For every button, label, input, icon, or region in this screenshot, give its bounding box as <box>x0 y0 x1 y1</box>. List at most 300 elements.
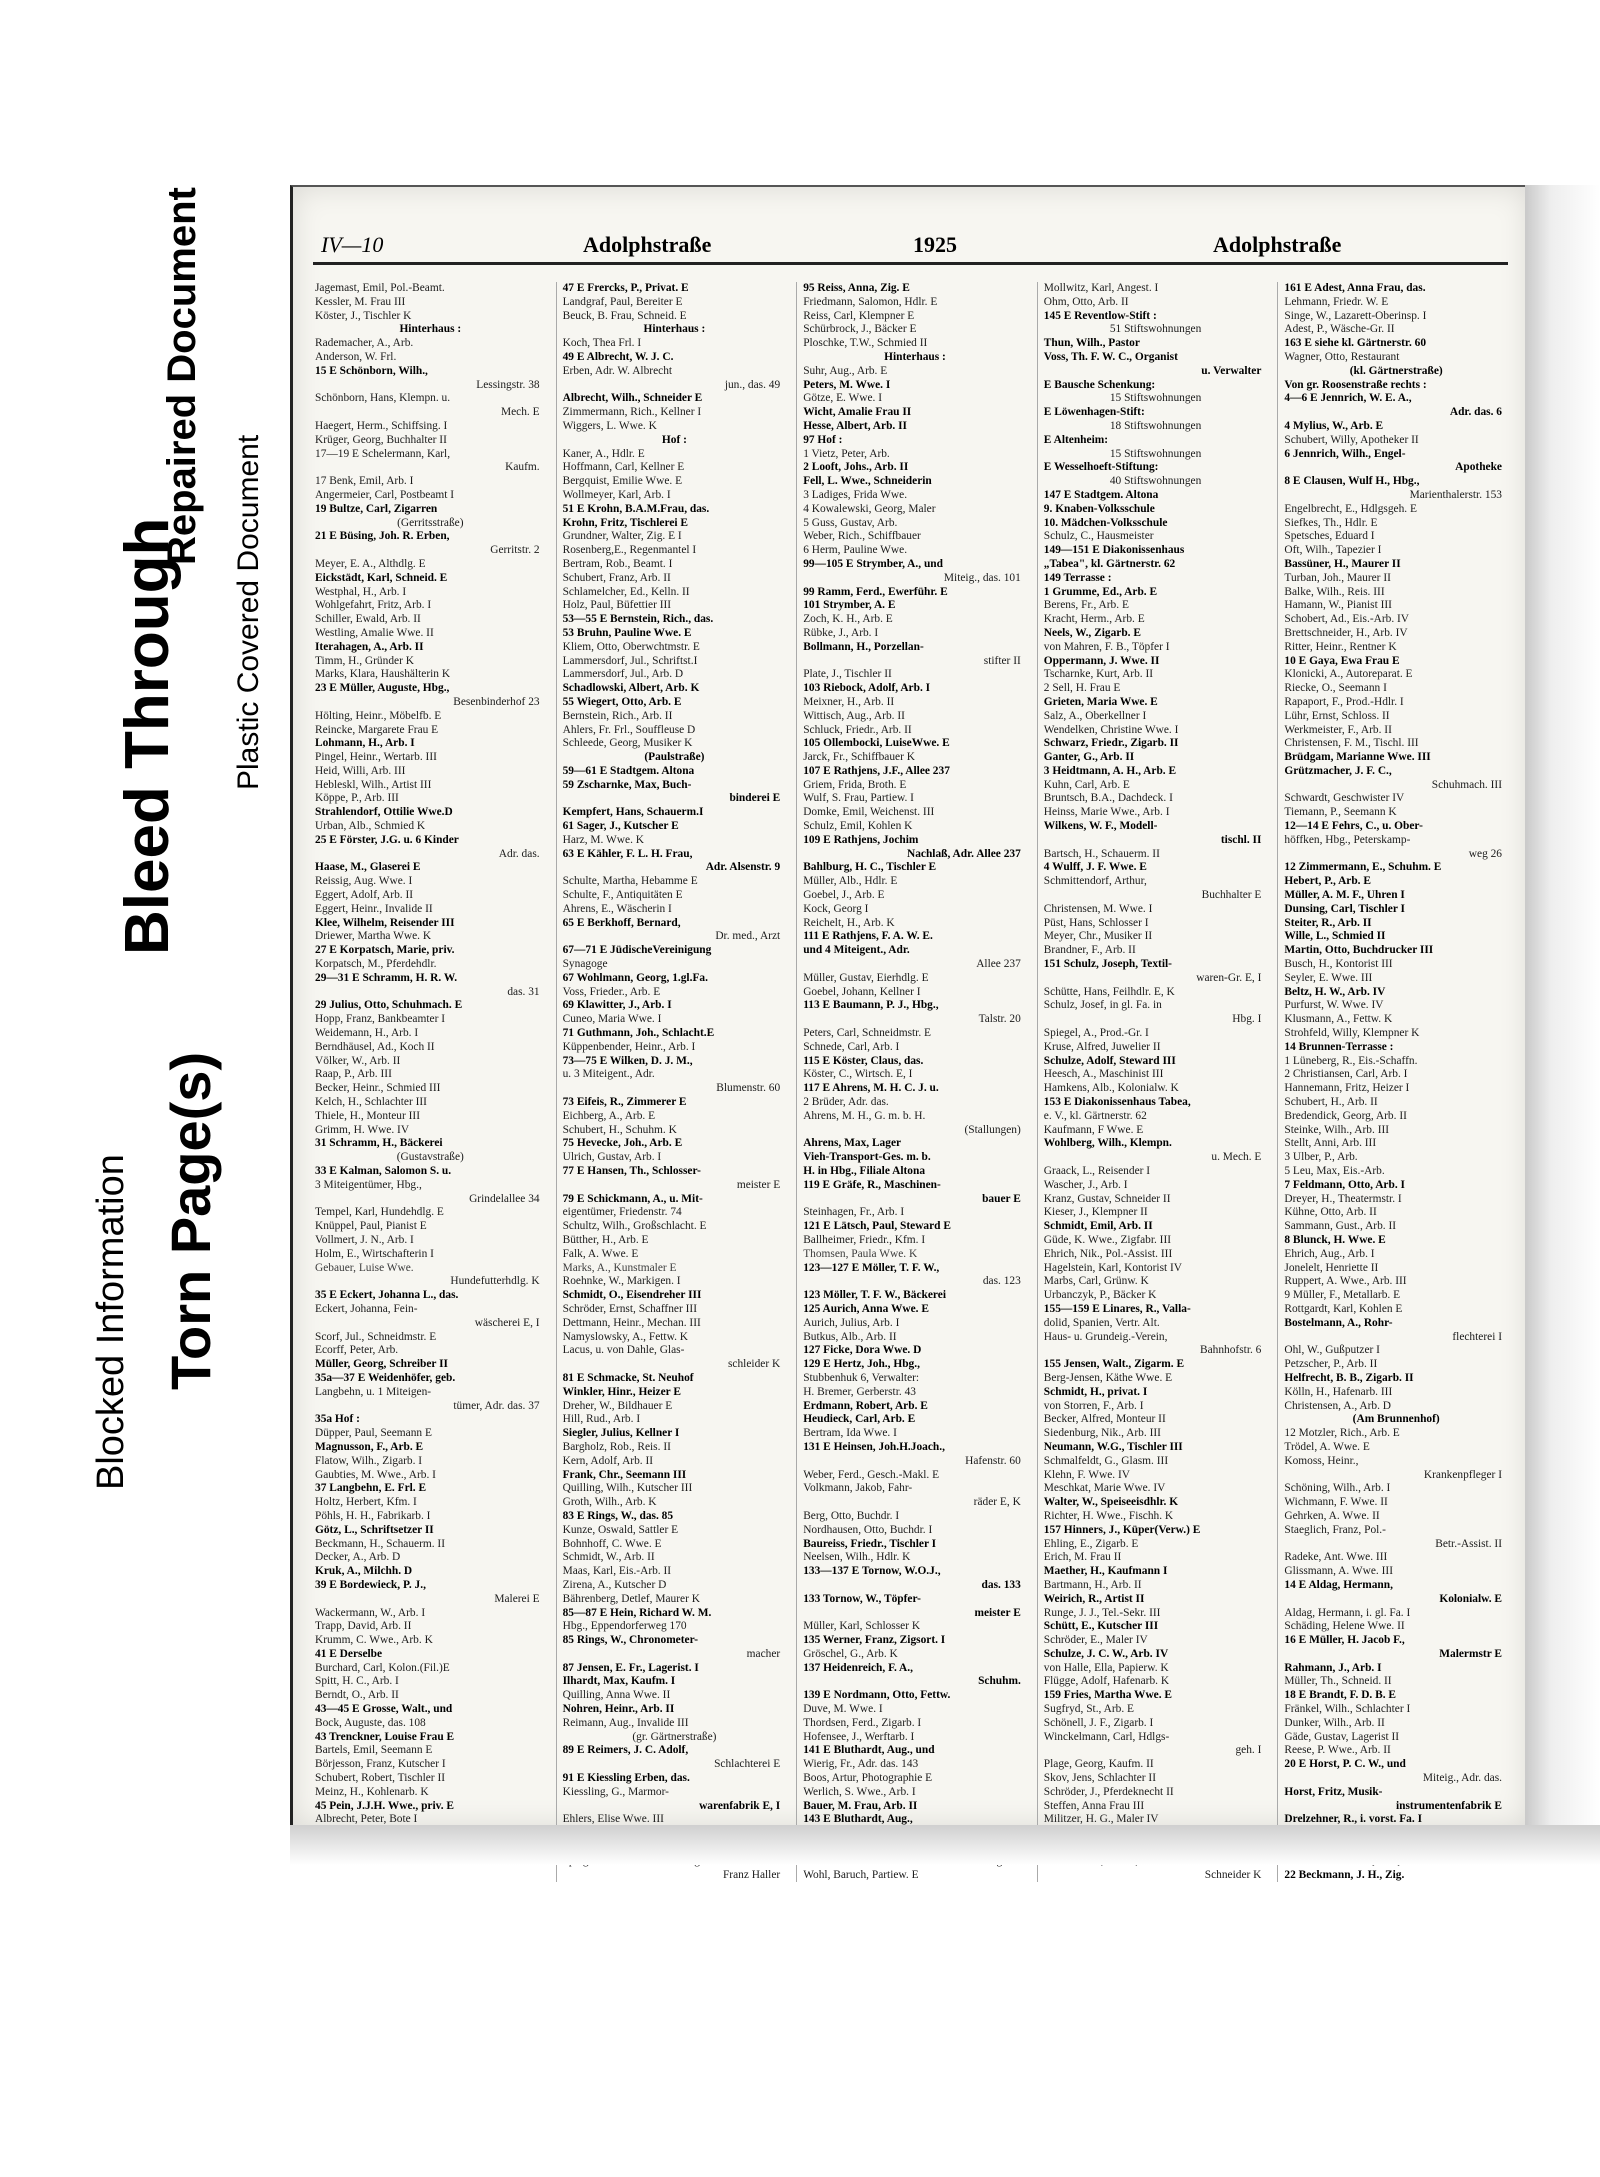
directory-entry: Köster, J., Tischler K <box>315 309 412 322</box>
directory-entry: Wiggers, L. Wwe. K <box>562 419 657 432</box>
directory-entry: Kunze, Oswald, Sattler E <box>562 1523 679 1536</box>
directory-entry: Schubert, H., Arb. II <box>1284 1096 1378 1109</box>
directory-entry: Iterahagen, A., Arb. II <box>315 640 424 653</box>
directory-entry: von Mahren, F. B., Töpfer I <box>1043 640 1170 653</box>
directory-entry: Riecke, O., Seemann I <box>1284 682 1387 695</box>
directory-entry: H. in Hbg., Filiale Altona <box>803 1165 926 1177</box>
directory-entry: 2 Brüder, Adr. das. <box>803 1096 889 1109</box>
directory-entry: 43 Trenckner, Louise Frau E <box>315 1730 455 1743</box>
directory-entry: warenfabrik E, I <box>699 1799 781 1812</box>
directory-entry: 6 Herm, Pauline Wwe. <box>803 544 908 557</box>
directory-entry: Rademacher, A., Arb. <box>315 337 414 350</box>
directory-entry: Raap, P., Arb. III <box>315 1068 392 1081</box>
directory-entry: Komoss, Heinr., <box>1284 1454 1359 1467</box>
directory-entry: Ehrich, Nik., Pol.-Assist. III <box>1043 1247 1173 1260</box>
directory-entry: Kölln, H., Hafenarb. III <box>1284 1385 1393 1398</box>
directory-entry: 127 Ficke, Dora Wwe. D <box>803 1344 922 1357</box>
directory-entry: Driewer, Martha Wwe. K <box>315 930 432 943</box>
directory-entry: Hölting, Heinr., Möbelfb. E <box>315 709 442 722</box>
directory-entry: Magnusson, F., Arb. E <box>315 1440 424 1453</box>
directory-entry: 53—55 E Bernstein, Rich., das. <box>562 613 714 626</box>
directory-entry: Jagemast, Emil, Pol.-Beamt. <box>315 282 445 294</box>
directory-entry: 18 Stiftswohnungen <box>1109 419 1202 432</box>
directory-entry: Lühr, Ernst, Schloss. II <box>1284 709 1390 722</box>
directory-entry: Lammersdorf, Jul., Schriftst.I <box>562 654 698 667</box>
directory-entry: Dreher, W., Bildhauer E <box>562 1399 673 1412</box>
directory-entry: Richter, H. Wwe., Fischh. K <box>1043 1509 1174 1522</box>
directory-entry: 47 E Frercks, P., Privat. E <box>562 282 689 294</box>
directory-entry: 153 E Diakonissenhaus Tabea, <box>1043 1096 1191 1109</box>
directory-entry: Bargholz, Rob., Reis. II <box>562 1440 671 1453</box>
directory-entry: (Gerritsstraße) <box>397 516 464 529</box>
directory-entry: Talstr. 20 <box>978 1013 1021 1026</box>
directory-entry: 16 E Müller, H. Jacob F., <box>1284 1634 1405 1647</box>
directory-entry: Schmidt, H., privat. I <box>1043 1385 1148 1398</box>
directory-entry: Küppenbender, Heinr., Arb. I <box>562 1040 696 1053</box>
directory-entry: Drelzehner, R., i. vorst. Fa. I <box>1284 1813 1423 1826</box>
directory-entry: Vieh-Transport-Ges. m. b. <box>803 1151 931 1164</box>
directory-entry: Maas, Karl, Eis.-Arb. II <box>562 1565 672 1578</box>
directory-entry: Betr.-Assist. II <box>1435 1537 1502 1550</box>
directory-entry: Duve, M. Wwe. I <box>803 1703 883 1716</box>
directory-entry: Turban, Joh., Maurer II <box>1284 571 1391 584</box>
directory-entry: das. 123 <box>982 1275 1021 1288</box>
directory-entry: Brandner, F., Arb. II <box>1043 944 1136 957</box>
directory-entry: Ahlers, Fr. Frl., Souffleuse D <box>562 723 696 736</box>
directory-entry: 99—105 E Strymber, A., und <box>803 557 943 570</box>
directory-entry: Dreyer, H., Theatermstr. I <box>1284 1192 1402 1205</box>
directory-entry: Holtz, Herbert, Kfm. I <box>315 1496 417 1509</box>
directory-column-1 <box>315 282 546 1882</box>
directory-entry: Vollmert, J. N., Arb. I <box>315 1233 414 1246</box>
directory-entry: Kaufm. <box>505 461 540 474</box>
directory-entry: Balke, Wilh., Reis. III <box>1284 585 1385 598</box>
directory-entry: 133 Tornow, W., Töpfer- <box>803 1592 921 1605</box>
directory-entry: 159 Fries, Martha Wwe. E <box>1043 1689 1173 1702</box>
directory-entry: Becker, Heinr., Schmied III <box>315 1082 441 1095</box>
directory-entry: 119 E Gräfe, R., Maschinen- <box>803 1178 941 1191</box>
directory-entry: Ecorff, Peter, Arb. <box>315 1344 399 1357</box>
directory-entry: 149 Terrasse : <box>1043 571 1112 584</box>
directory-entry: Köster, C., Wirtsch. E, I <box>803 1068 913 1081</box>
directory-entry: Schlamelcher, Ed., Kelln. II <box>562 585 690 598</box>
directory-entry: 91 E Kiessling Erben, das. <box>562 1772 690 1785</box>
directory-entry: Hesse, Albert, Arb. II <box>803 419 907 432</box>
directory-entry: Seyler, E. Wwe. III <box>1284 971 1373 984</box>
directory-entry: 40 Stiftswohnungen <box>1109 475 1202 488</box>
directory-entry: stifter II <box>983 654 1021 667</box>
directory-entry: E Bausche Schenkung: <box>1043 378 1156 391</box>
directory-entry: Kolonialw. E <box>1439 1592 1502 1605</box>
directory-entry: 15 Stiftswohnungen <box>1109 392 1202 405</box>
facing-page-edge <box>1525 185 1600 1825</box>
directory-entry: 10 E Gaya, Ewa Frau E <box>1284 654 1400 667</box>
directory-entry: Friedmann, Salomon, Hdlr. E <box>803 295 938 308</box>
directory-entry: dolid, Spanien, Vertr. Alt. <box>1043 1316 1160 1329</box>
directory-entry: Albrecht, Wilh., Schneider E <box>562 392 703 405</box>
directory-entry: Gebauer, Luise Wwe. <box>315 1261 414 1274</box>
directory-entry: Schuhm. <box>978 1675 1021 1688</box>
directory-entry: Kiessling, G., Marmor- <box>562 1785 669 1798</box>
directory-entry: Timm, H., Gründer K <box>315 654 414 667</box>
directory-entry: Spiegel, A., Prod.-Gr. I <box>1043 1027 1149 1040</box>
directory-entry: Singe, W., Lazarett-Oberinsp. I <box>1284 309 1427 322</box>
directory-entry: Engelbrecht, E., Hdlgsgeh. E <box>1284 502 1417 515</box>
directory-entry: Wilkens, W. F., Modell- <box>1043 820 1158 833</box>
directory-entry: 17 Benk, Emil, Arb. I <box>315 475 414 488</box>
directory-entry: Grundner, Walter, Zig. E I <box>562 530 682 543</box>
directory-entry: Schluck, Friedr., Arb. II <box>803 723 912 736</box>
directory-entry: Weirich, R., Artist II <box>1043 1592 1145 1605</box>
directory-entry: Steinke, Wilh., Arb. III <box>1284 1123 1390 1136</box>
directory-entry: 135 Werner, Franz, Zigsort. I <box>803 1634 946 1647</box>
directory-entry: Koch, Thea Frl. I <box>562 337 642 350</box>
directory-entry: 87 Jensen, E. Fr., Lagerist. I <box>562 1661 699 1674</box>
directory-entry: Korpatsch, M., Pferdehdlr. <box>315 958 437 971</box>
directory-entry: (Am Brunnenhof) <box>1352 1413 1440 1426</box>
directory-entry: Quilling, Anna Wwe. II <box>562 1689 671 1702</box>
directory-entry: Schleede, Georg, Musiker K <box>562 737 693 750</box>
directory-entry: Sammann, Gust., Arb. II <box>1284 1220 1397 1233</box>
directory-entry: Hannemann, Fritz, Heizer I <box>1284 1082 1410 1095</box>
directory-entry: Schröder, E., Maler IV <box>1043 1634 1148 1647</box>
directory-entry: Salz, A., Oberkellner I <box>1043 709 1147 722</box>
page-header <box>313 232 1508 265</box>
directory-entry: 1 Grumme, Ed., Arb. E <box>1043 585 1158 598</box>
directory-entry: Rahmann, J., Arb. I <box>1284 1661 1382 1674</box>
directory-entry: Gaubties, M. Wwe., Arb. I <box>315 1468 436 1481</box>
directory-entry: 9 Müller, F., Metallarb. E <box>1284 1289 1401 1302</box>
directory-entry: E Wesselhoeft-Stiftung: <box>1043 461 1159 474</box>
directory-entry: Dunker, Wilh., Arb. II <box>1284 1716 1385 1729</box>
directory-entry: Heinss, Marie Wwe., Arb. I <box>1043 806 1170 819</box>
directory-entry: waren-Gr. E, I <box>1196 971 1262 984</box>
directory-entry: 27 E Korpatsch, Marie, priv. <box>315 944 455 957</box>
directory-entry: Hafenstr. 60 <box>965 1454 1021 1467</box>
directory-entry: e. V., kl. Gärtnerstr. 62 <box>1043 1109 1147 1122</box>
directory-entry: 65 E Berkhoff, Bernard, <box>562 916 681 929</box>
directory-entry: Namyslowsky, A., Fettw. K <box>562 1330 688 1343</box>
directory-entry: Synagoge <box>562 958 608 971</box>
directory-entry: Hopp, Franz, Bankbeamter I <box>315 1013 446 1026</box>
directory-entry: 6 Jennrich, Wilh., Engel- <box>1284 447 1406 460</box>
directory-entry: Heesch, A., Maschinist III <box>1043 1068 1164 1081</box>
directory-entry: 12 Motzler, Rich., Arb. E <box>1284 1427 1400 1440</box>
directory-entry: Schiller, Ewald, Arb. II <box>315 613 421 626</box>
directory-entry: Tiemann, P., Seemann K <box>1284 806 1397 819</box>
directory-entry: Bartmann, H., Arb. II <box>1043 1578 1142 1591</box>
directory-entry: Radeke, Ant. Wwe. III <box>1284 1551 1388 1564</box>
directory-entry: Meyer, Chr., Musiker II <box>1043 930 1153 943</box>
directory-entry: 59—61 E Stadtgem. Altona <box>562 764 695 777</box>
directory-entry: Hagelstein, Karl, Kontorist IV <box>1043 1261 1183 1274</box>
directory-entry: 35a Hof : <box>315 1413 360 1426</box>
directory-entry: Stubbenhuk 6, Verwalter: <box>803 1371 920 1384</box>
directory-entry: weg 26 <box>1468 847 1502 860</box>
directory-entry: Beltz, H. W., Arb. IV <box>1284 985 1386 998</box>
directory-entry: Börjesson, Franz, Kutscher I <box>315 1758 446 1771</box>
directory-entry: Thordsen, Ferd., Zigarb. I <box>803 1716 922 1729</box>
directory-entry: Rübke, J., Arb. I <box>803 626 879 639</box>
directory-entry: Steffen, Anna Frau III <box>1043 1799 1145 1812</box>
directory-entry: Adest, P., Wäsche-Gr. II <box>1284 323 1395 336</box>
directory-entry: Hbg., Eppendorferweg 170 <box>562 1620 687 1633</box>
directory-entry: Wittisch, Aug., Arb. II <box>803 709 905 722</box>
plastic-covered-note: Plastic Covered Document <box>232 434 265 790</box>
directory-entry: Thomsen, Paula Wwe. K <box>803 1247 918 1260</box>
directory-entry: das. 133 <box>981 1578 1021 1591</box>
directory-entry: Busch, H., Kontorist III <box>1284 958 1393 971</box>
directory-entry: 18 E Brandt, F. D. B. E <box>1284 1689 1396 1702</box>
directory-entry: 61 Sager, J., Kutscher E <box>562 820 679 833</box>
directory-entry: Aurich, Julius, Arb. I <box>803 1316 900 1329</box>
directory-entry: Kock, Georg I <box>803 902 869 915</box>
directory-entry: Ritter, Heinr., Rentner K <box>1284 640 1397 653</box>
directory-entry: 99 Ramm, Ferd., Ewerführ. E <box>803 585 948 598</box>
directory-entry: Schulte, F., Antiquitäten E <box>562 889 683 902</box>
directory-entry: geh. I <box>1235 1744 1262 1757</box>
directory-entry: u. Verwalter <box>1201 364 1262 377</box>
directory-entry: 29—31 E Schramm, H. R. W. <box>315 971 458 984</box>
directory-entry: Nordhausen, Otto, Buchdr. I <box>803 1523 933 1536</box>
directory-entry: 95 Reiss, Anna, Zig. E <box>803 282 910 294</box>
directory-entry: (kl. Gärtnerstraße) <box>1349 364 1443 377</box>
directory-entry: Lacus, u. von Dahle, Glas- <box>562 1344 685 1357</box>
directory-entry: Marienthalerstr. 153 <box>1409 488 1502 501</box>
directory-entry: Ballheimer, Friedr., Kfm. I <box>803 1233 926 1246</box>
directory-entry: Schuhmach. III <box>1431 778 1502 791</box>
directory-entry: H. Bremer, Gerberstr. 43 <box>803 1385 916 1398</box>
directory-entry: 149—151 E Diakonissenhaus <box>1043 544 1185 557</box>
directory-entry: Bassüner, H., Maurer II <box>1284 557 1401 570</box>
directory-entry: Hinterhaus : <box>399 323 462 336</box>
directory-entry: 12 Zimmermann, E., Schuhm. E <box>1284 861 1442 874</box>
directory-entry: u. 3 Miteigent., Adr. <box>562 1068 655 1081</box>
directory-entry: eigentümer, Friedenstr. 74 <box>562 1206 682 1219</box>
directory-entry: 25 E Förster, J.G. u. 6 Kinder <box>315 833 459 846</box>
directory-entry: u. Mech. E <box>1211 1151 1262 1164</box>
directory-entry: (Gustavstraße) <box>396 1151 464 1164</box>
directory-entry: Butkus, Alb., Arb. II <box>803 1330 897 1343</box>
directory-entry: Mech. E <box>501 406 540 419</box>
directory-entry: Kieser, J., Klempner II <box>1043 1206 1148 1219</box>
directory-entry: Schobert, Ad., Eis.-Arb. IV <box>1284 613 1410 626</box>
directory-entry: 139 E Nordmann, Otto, Fettw. <box>803 1689 951 1702</box>
directory-entry: Weber, Ferd., Gesch.-Makl. E <box>803 1468 940 1481</box>
directory-entry: Krüger, Georg, Buchhalter II <box>315 433 447 446</box>
directory-entry: 4 Wulff, J. F. Wwe. E <box>1043 861 1147 874</box>
directory-entry: 15 E Schönborn, Wilh., <box>315 364 428 377</box>
directory-entry: Götze, E. Wwe. I <box>803 392 883 405</box>
directory-entry: Urbanczyk, P., Bäcker K <box>1043 1289 1157 1302</box>
directory-entry: Hill, Rud., Arb. I <box>562 1413 641 1426</box>
directory-entry: 67—71 E JüdischeVereinigung <box>562 944 712 957</box>
directory-entry: Neels, W., Zigarb. E <box>1043 626 1141 639</box>
directory-entry: 73 Eifeis, R., Zimmerer E <box>562 1096 687 1109</box>
directory-entry: 101 Strymber, A. E <box>803 599 896 612</box>
directory-entry: Schulz, Josef, in gl. Fa. in <box>1043 999 1162 1012</box>
directory-entry: Christensen, A., Arb. D <box>1284 1399 1392 1412</box>
directory-entry: Christensen, M. Wwe. I <box>1043 902 1153 915</box>
directory-entry: Wackermann, W., Arb. I <box>315 1606 426 1619</box>
directory-entry: Glissmann, A. Wwe. III <box>1284 1565 1394 1578</box>
directory-entry: 63 E Kähler, F. L. H. Frau, <box>562 847 693 860</box>
directory-entry: Falk, A. Wwe. E <box>562 1247 639 1260</box>
directory-entry: Schulze, J. C. W., Arb. IV <box>1043 1647 1169 1660</box>
directory-entry: Ahrens, E., Wäscherin I <box>562 902 672 915</box>
directory-entry: Schubert, Willy, Apotheker II <box>1284 433 1419 446</box>
directory-entry: Schütt, E., Kutscher III <box>1043 1620 1159 1633</box>
directory-entry: Flatow, Wilh., Zigarb. I <box>315 1454 423 1467</box>
directory-entry: (Stallungen) <box>964 1123 1021 1136</box>
directory-entry: Ehling, E., Zigarb. E <box>1043 1537 1139 1550</box>
directory-entry: Miteig., Adr. das. <box>1422 1772 1502 1785</box>
directory-entry: Kempfert, Hans, Schauerm.I <box>562 806 704 819</box>
directory-entry: Heid, Willi, Arb. III <box>315 764 406 777</box>
directory-entry: Bergquist, Emilie Wwe. E <box>562 475 683 488</box>
directory-entry: Adr. das. <box>498 847 540 860</box>
directory-entry: Krohn, Fritz, Tischlerei E <box>562 516 688 529</box>
directory-entry: Burchard, Carl, Kolon.(Fil.)E <box>315 1661 450 1674</box>
directory-entry: Schröder, Ernst, Schaffner III <box>562 1302 697 1315</box>
directory-entry: Christensen, F. M., Tischl. III <box>1284 737 1419 750</box>
directory-entry: Hundefutterhdlg. K <box>450 1275 540 1288</box>
directory-entry: 12—14 E Fehrs, C., u. Ober- <box>1284 820 1423 833</box>
directory-entry: Hebert, P., Arb. E <box>1284 875 1371 888</box>
directory-entry: Wohl, Baruch, Partiew. E <box>803 1868 919 1881</box>
directory-entry: Hinterhaus : <box>643 323 706 336</box>
directory-entry: Götz, L., Schriftsetzer II <box>315 1523 434 1536</box>
directory-entry: Landgraf, Paul, Bereiter E <box>562 295 683 308</box>
directory-entry: Adr. das. 6 <box>1449 406 1502 419</box>
directory-entry: Blumenstr. 60 <box>716 1082 781 1095</box>
directory-entry: 85—87 E Hein, Richard W. M. <box>562 1606 712 1619</box>
directory-column-3 <box>796 282 1027 1882</box>
directory-entry: Grieten, Maria Wwe. E <box>1043 695 1158 708</box>
directory-entry: Horst, Fritz, Musik- <box>1284 1785 1383 1798</box>
directory-entry: Holz, Paul, Büfettier III <box>562 599 672 612</box>
directory-entry: Schwarz, Friedr., Zigarb. II <box>1043 737 1179 750</box>
directory-entry: 79 E Schickmann, A., u. Mit- <box>562 1192 703 1205</box>
directory-entry: Reiss, Carl, Klempner E <box>803 309 915 322</box>
directory-entry: Helfrecht, B. B., Zigarb. II <box>1284 1371 1414 1384</box>
directory-entry: Erdmann, Robert, Arb. E <box>803 1399 928 1412</box>
directory-entry: instrumentenfabrik E <box>1395 1799 1502 1812</box>
directory-entry: Kracht, Herm., Arb. E <box>1043 613 1145 626</box>
directory-entry: Albrecht, Peter, Bote I <box>315 1813 418 1826</box>
directory-entry: Haegert, Herm., Schiffsing. I <box>315 419 448 432</box>
directory-entry: 5 Leu, Max, Eis.-Arb. <box>1284 1165 1385 1177</box>
directory-entry: 4—6 E Jennrich, W. E. A., <box>1284 392 1412 405</box>
directory-entry: Kruk, A., Milchh. D <box>315 1565 413 1578</box>
directory-entry: Cuneo, Maria Wwe. I <box>562 1013 662 1026</box>
directory-entry: höffken, Hbg., Peterskamp- <box>1284 833 1411 846</box>
directory-entry: Weidemann, H., Arb. I <box>315 1027 419 1040</box>
directory-entry: Quilling, Wilh., Kutscher III <box>562 1482 693 1495</box>
directory-entry: Angermeier, Carl, Postbeamt I <box>315 488 455 501</box>
directory-entry: 14 E Aldag, Hermann, <box>1284 1578 1393 1591</box>
directory-entry: Kliem, Otto, Oberwchtmstr. E <box>562 640 700 653</box>
directory-entry: Krankenpfleger I <box>1423 1468 1502 1481</box>
directory-entry: Reichelt, H., Arb. K <box>803 916 895 929</box>
directory-entry: Schönborn, Hans, Klempn. u. <box>315 392 451 405</box>
repaired-document-note: Repaired Document <box>160 187 204 565</box>
directory-entry: Ilhardt, Max, Kaufm. I <box>562 1675 676 1688</box>
directory-entry: Bohnhoff, C. Wwe. E <box>562 1537 662 1550</box>
directory-entry: tümer, Adr. das. 37 <box>453 1399 540 1412</box>
directory-entry: Klee, Wilhelm, Reisender III <box>315 916 455 929</box>
directory-entry: Scorf, Jul., Schneidmstr. E <box>315 1330 437 1343</box>
directory-entry: jun., das. 49 <box>724 378 781 391</box>
directory-entry: 3 Heidtmann, A. H., Arb. E <box>1043 764 1177 777</box>
directory-entry: Pöhls, H. H., Fabrikarb. I <box>315 1509 431 1522</box>
directory-column-4 <box>1037 282 1268 1882</box>
directory-entry: Domke, Emil, Weichenst. III <box>803 806 935 819</box>
directory-entry: Runge, J. J., Tel.-Sekr. III <box>1043 1606 1161 1619</box>
directory-entry: Marks, Klara, Haushälterin K <box>315 668 451 681</box>
directory-entry: Boos, Artur, Photographie E <box>803 1772 933 1785</box>
directory-entry: 97 Hof : <box>803 433 843 446</box>
directory-entry: Brettschneider, H., Arb. IV <box>1284 626 1408 639</box>
directory-entry: Griem, Frida, Broth. E <box>803 778 907 791</box>
directory-entry: Hoffmann, Carl, Kellner E <box>562 461 685 474</box>
directory-columns <box>315 282 1508 1881</box>
directory-entry: Beuck, B. Frau, Schneid. E <box>562 309 687 322</box>
directory-entry: 75 Hevecke, Joh., Arb. E <box>562 1137 683 1150</box>
directory-entry: Gäde, Gustav, Lagerist II <box>1284 1730 1400 1743</box>
directory-entry: Berndhäusel, Ad., Koch II <box>315 1040 435 1053</box>
directory-entry: Eckert, Johanna, Fein- <box>315 1302 418 1315</box>
directory-entry: Mollwitz, Karl, Angest. I <box>1043 282 1159 294</box>
directory-entry: Wille, L., Schmied II <box>1284 930 1386 943</box>
directory-entry: Urban, Alb., Schmied K <box>315 820 426 833</box>
directory-entry: Wohlgefahrt, Fritz, Arb. I <box>315 599 432 612</box>
directory-entry: Klehn, F. Wwe. IV <box>1043 1468 1130 1481</box>
directory-entry: von Storren, F., Arb. I <box>1043 1399 1144 1412</box>
directory-entry: Meixner, H., Arb. II <box>803 695 895 708</box>
directory-entry: Steinhagen, Fr., Arb. I <box>803 1206 905 1219</box>
directory-entry: 121 E Lätsch, Paul, Steward E <box>803 1220 951 1233</box>
directory-entry: Schöning, Wilh., Arb. I <box>1284 1482 1391 1495</box>
directory-entry: Gröschel, G., Arb. K <box>803 1647 898 1660</box>
directory-entry: Beckmann, H., Schauerm. II <box>315 1537 446 1550</box>
directory-entry: 9. Knaben-Volksschule <box>1043 502 1155 515</box>
directory-entry: 21 E Büsing, Joh. R. Erben, <box>315 530 450 543</box>
directory-entry: Schadlowski, Albert, Arb. K <box>562 682 700 695</box>
directory-entry: 73—75 E Wilken, D. J. M., <box>562 1054 693 1067</box>
directory-entry: Walter, W., Speiseeisdhlr. K <box>1043 1496 1179 1509</box>
directory-entry: 39 E Bordewieck, P. J., <box>315 1578 426 1591</box>
directory-entry: 29 Julius, Otto, Schuhmach. E <box>315 999 463 1012</box>
directory-entry: Peters, Carl, Schneidmstr. E <box>803 1027 931 1040</box>
directory-entry: Wicht, Amalie Frau II <box>803 406 912 419</box>
directory-entry: (gr. Gärtnerstraße) <box>632 1730 717 1743</box>
directory-entry: Flügge, Adolf, Hafenarb. K <box>1043 1675 1170 1688</box>
directory-entry: Schulz, C., Hausmeister <box>1043 530 1154 543</box>
directory-entry: Tscharnke, Kurt, Arb. II <box>1043 668 1154 681</box>
directory-entry: Meyer, E. A., Althdlg. E <box>315 557 426 570</box>
directory-entry: 41 E Derselbe <box>315 1647 383 1660</box>
directory-entry: 49 E Albrecht, W. J. C. <box>562 350 674 363</box>
directory-entry: Siegler, Julius, Kellner I <box>562 1427 680 1440</box>
directory-entry: 151 Schulz, Joseph, Textil- <box>1043 958 1172 971</box>
directory-entry: Frank, Chr., Seemann III <box>562 1468 687 1481</box>
directory-entry: Hof : <box>661 433 687 446</box>
directory-entry: Neumann, W.G., Tischler III <box>1043 1440 1183 1453</box>
directory-entry: Lessingstr. 38 <box>476 378 540 391</box>
directory-entry: Wendelken, Christine Wwe. I <box>1043 723 1179 736</box>
directory-entry: Schmidt, W., Arb. II <box>562 1551 655 1564</box>
